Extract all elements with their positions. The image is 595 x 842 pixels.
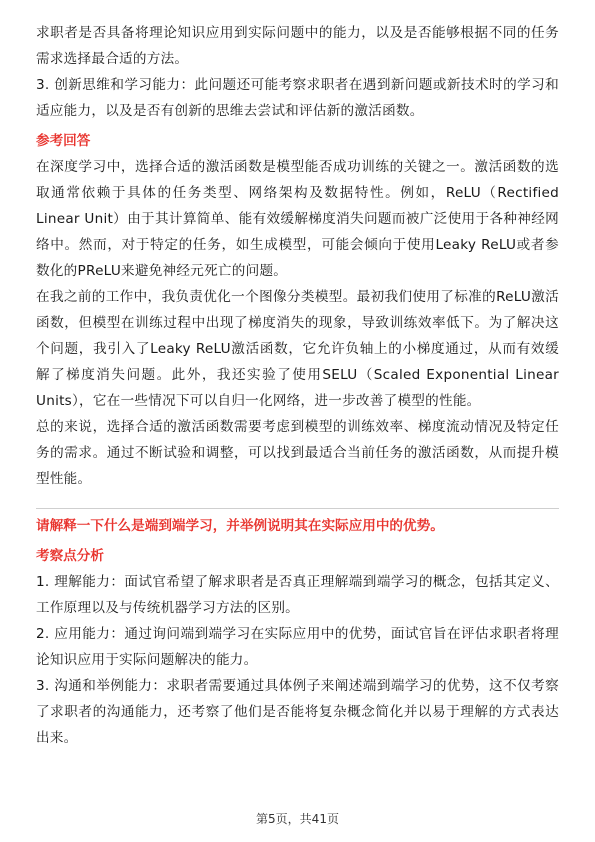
section-divider xyxy=(36,508,559,509)
point-innovation: 3. 创新思维和学习能力：此问题还可能考察求职者在遇到新问题或新技术时的学习和适应能力，以及是否有创新的思维去尝试和评估新的激活函数。 xyxy=(36,77,559,119)
page-footer xyxy=(0,810,595,827)
answer-paragraph-2: 在我之前的工作中，我负责优化一个图像分类模型。最初我们使用了标准的ReLU激活函数，但模型在训练过程中出现了梯度消失的现象，导致训练效率低下。为了解决这个问题，我引入了Leaky ReLU激活函数，它允许负轴上的小梯度通过，从而有效缓解了梯度消失问题。此外，我还实验了使用SELU（Scaled Exponential Linear Units），它在一些情况下可以自归一化网络，进一步改善了模型的性能。 xyxy=(36,289,559,409)
page-number: 第5页，共41页 xyxy=(256,812,339,826)
analysis-point-1: 1. 理解能力：面试官希望了解求职者是否真正理解端到端学习的概念，包括其定义、工作原理以及与传统机器学习方法的区别。 xyxy=(36,574,559,616)
answer-paragraph-3: 总的来说，选择合适的激活函数需要考虑到模型的训练效率、梯度流动情况及特定任务的需求。通过不断试验和调整，可以找到最适合当前任务的激活函数，从而提升模型性能。 xyxy=(36,419,559,487)
analysis-point-2: 2. 应用能力：通过询问端到端学习在实际应用中的优势，面试官旨在评估求职者将理论知识应用于实际问题解决的能力。 xyxy=(36,626,559,668)
question-heading: 请解释一下什么是端到端学习，并举例说明其在实际应用中的优势。 xyxy=(36,518,444,534)
reference-answer-heading: 参考回答 xyxy=(36,133,91,149)
intro-continuation: 求职者是否具备将理论知识应用到实际问题中的能力，以及是否能够根据不同的任务需求选择最合适的方法。 xyxy=(36,25,559,67)
answer-paragraph-1: 在深度学习中，选择合适的激活函数是模型能否成功训练的关键之一。激活函数的选取通常依赖于具体的任务类型、网络架构及数据特性。例如，ReLU（Rectified Linear Unit）由于其计算简单、能有效缓解梯度消失问题而被广泛使用于各种神经网络中。然而，对于特定的任务，如生成模型，可能会倾向于使用Leaky ReLU或者参数化的PReLU来避免神经元死亡的问题。 xyxy=(36,159,559,279)
analysis-point-3: 3. 沟通和举例能力：求职者需要通过具体例子来阐述端到端学习的优势，这不仅考察了求职者的沟通能力，还考察了他们是否能将复杂概念简化并以易于理解的方式表达出来。 xyxy=(36,678,559,746)
analysis-heading: 考察点分析 xyxy=(36,548,104,564)
document-page xyxy=(36,20,559,751)
